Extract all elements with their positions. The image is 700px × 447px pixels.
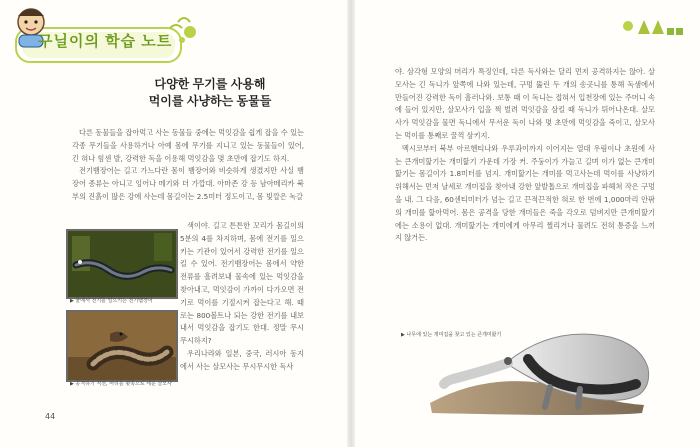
page-number: 44 xyxy=(45,412,56,421)
right-paragraph-1: 야. 삼각형 모양의 머리가 특징인데, 다른 독사와는 달리 먼저 공격하지는 않아. 살모사는 긴 독니가 앞쪽에 나와 있는데, 구멍 뚫린 두 개의 송곳니를 통해 독샘에서 만들어진 강력한 독이 흘러나와. 보통 때 이 독니는 접혀서 입천장에 있는 주머니 속에 들어 있지만, 살모사가 입을 쩍 벌려 먹잇감을 삼킬 때 독니가 튀어나온대. 살모사가 먹잇감을 물면 독니에서 무서운 독이 나와 몇 초만에 먹잇감을 죽이고, 살모사는 먹이를 통째로 꿀꺽 삼키지. xyxy=(395,67,655,140)
left-paragraph-4: 우리나라와 일본, 중국, 러시아 동지에서 사는 살모사는 무시무시한 독사 xyxy=(180,348,304,371)
article-title xyxy=(115,76,305,110)
right-paragraph-2: 멕시코부터 북부 아르헨티나와 우루과이까지 이어지는 열대 우림이나 초원에 사는 큰개미핥기는 개미핥기 가운데 가장 커. 주둥이가 가늘고 길며 이가 없는 큰개미핥기는 몸길이가 1.8미터를 넘지. 개미핥기는 개미를 먹고사는데 먹이를 사냥하기 위해서는 먼저 날세로 개미집을 찾아내 강한 앞발톱으로 개미집을 파헤쳐 작은 구멍을 내. 그 다음, 60센티미터가 넘는 길고 끈적끈적한 혀로 한 번에 1,000마리 안팎의 개미를 핥아먹어. 몸은 공격을 당한 개미들은 죽을 각오로 덤벼지만 큰개미핥기에는 소용이 없대. 개미핥기는 개미에게 아무리 찔리거나 물려도 전혀 통증을 느끼지 않거든. xyxy=(395,143,655,243)
caption-anteater: ▶ 나무에 있는 개미집을 찾고 있는 큰개미핥기 xyxy=(401,332,502,338)
electric-eel-photo xyxy=(66,229,178,299)
caption-electric-eel: ▶ 물에서 전기를 일으키는 전기뱀장어 xyxy=(70,298,153,304)
viper-photo xyxy=(66,310,178,382)
left-paragraph-3: 색이야. 길고 튼튼한 꼬리가 몸길이의 5분의 4를 차지하며, 몸에 전기를 일으키는 기관이 있어서 강력한 전기를 일으킬 수 있어. 전기뱀장어는 몸에서 약한 전류를 흘려보내 물속에 있는 먹잇감을 찾아내고, 먹잇감이 가까이 다가오면 전기로 먹이를 기절시켜 잡는다고 해. 때로는 800볼트나 되는 강한 전기를 내보내서 먹잇감을 잡기도 한대. 정말 무시무시하지? xyxy=(180,221,304,346)
caption-viper: ▶ 공격하기 직전, 머리를 뒷쪽으로 세운 살모사 xyxy=(70,381,172,387)
right-header-decoration xyxy=(620,10,690,40)
right-body xyxy=(395,66,655,245)
left-body-bottom xyxy=(180,220,304,374)
left-paragraph-2: 전기뱀장어는 길고 가느다란 몸이 뱀장어와 비슷하게 생겼지만 사실 뱀장어 종류는 아니고 잉어나 메기와 더 가깝대. 아마존 강 등 남아메리카 북부의 진흙이 많은 강에 사는데 몸길이는 2.5미터 정도이고, 몸 빛깔은 녹갈 xyxy=(72,166,304,201)
header-title: 구닐이의 학습 노트 xyxy=(38,33,173,50)
viper-illustration xyxy=(68,312,176,380)
left-paragraph-1: 다른 동물들을 잡아먹고 사는 동물들 중에는 먹잇감을 쉽게 잡을 수 있는 각종 무기들을 사용하거나 아예 몸에 무기를 지니고 있는 동물들이 있어, 긴 혀나 힘센 발, 강력한 독을 이용해 먹잇감을 몇 초만에 잡기도 하지. xyxy=(72,128,304,163)
electric-eel-illustration xyxy=(68,231,176,297)
left-body-top xyxy=(72,127,304,204)
title-line-2: 먹이를 사냥하는 동물들 xyxy=(148,94,272,108)
anteater-illustration xyxy=(420,295,660,415)
title-line-1: 다양한 무기를 사용해 xyxy=(154,77,266,91)
page-gutter xyxy=(347,0,355,447)
